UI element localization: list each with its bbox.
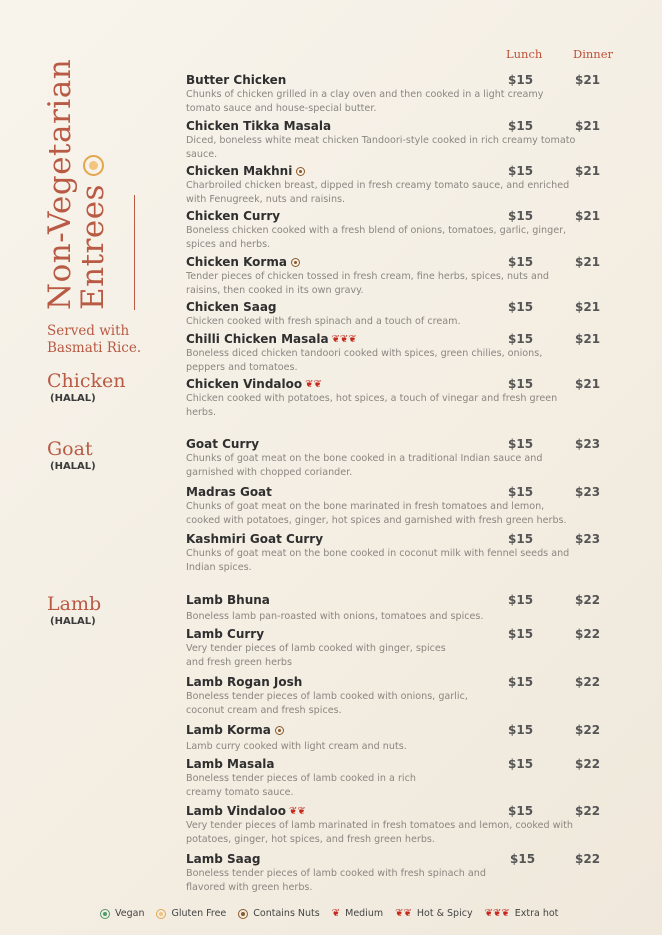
halal-tag: (HALAL): [50, 461, 96, 472]
lunch-price: $15: [508, 593, 534, 607]
legend-medium: [332, 908, 383, 919]
menu-item: [186, 332, 626, 375]
dinner-price: $22: [575, 675, 601, 689]
lunch-price: $15: [508, 532, 534, 546]
lunch-price: $15: [508, 300, 534, 314]
menu-item: [186, 627, 626, 670]
chili-icon: ❦: [331, 908, 341, 919]
dinner-price: $22: [575, 627, 601, 641]
dinner-price: $21: [575, 377, 601, 391]
dinner-price: $21: [575, 332, 601, 346]
chili-icon: ❦❦❦: [484, 908, 510, 919]
dinner-price: $21: [575, 300, 601, 314]
item-name: Lamb Masala: [186, 757, 275, 771]
category-name: Lamb: [47, 593, 102, 615]
item-description: Chicken cooked with potatoes, hot spices, a touch of vinegar and fresh green herbs.: [186, 393, 558, 418]
lunch-price: $15: [508, 485, 534, 499]
title-divider: [134, 195, 135, 310]
menu-item: [186, 255, 626, 298]
lunch-price: $15: [508, 675, 534, 689]
nut-icon: [238, 909, 248, 919]
legend-label: Extra hot: [514, 908, 559, 919]
dinner-price: $22: [575, 723, 601, 737]
chili-icon: ❦❦: [305, 379, 322, 390]
menu-item: [186, 593, 626, 624]
lunch-price: $15: [508, 119, 534, 133]
dinner-price: $23: [575, 437, 601, 451]
lunch-price: $15: [508, 209, 534, 223]
menu-item: [186, 300, 626, 329]
item-name: Butter Chicken: [186, 73, 287, 87]
item-name: Chicken Korma: [186, 255, 287, 269]
legend-label: Gluten Free: [171, 908, 227, 919]
vegan-icon: [100, 909, 110, 919]
item-description: Chunks of goat meat on the bone marinated in fresh tomatoes and lemon, cooked with potatoes, ginger, hot spices and garnished with fresh green herbs.: [186, 501, 567, 526]
item-name: Chicken Saag: [186, 300, 277, 314]
item-name: Kashmiri Goat Curry: [186, 532, 324, 546]
lunch-price: $15: [508, 73, 534, 87]
item-name: Lamb Korma: [186, 723, 271, 737]
legend-extra-hot: [485, 908, 559, 919]
menu-item: [186, 532, 626, 575]
nut-icon: [291, 258, 300, 267]
item-description: Boneless chicken cooked with a fresh blend of onions, tomatoes, garlic, ginger, spices and herbs.: [186, 225, 567, 250]
category-name: Chicken: [47, 370, 126, 392]
menu-item: [186, 164, 626, 207]
item-name: Chilli Chicken Masala: [186, 332, 329, 346]
dinner-price: $23: [575, 532, 601, 546]
lunch-price: $15: [508, 255, 534, 269]
menu-item: [186, 675, 626, 718]
item-name: Chicken Tikka Masala: [186, 119, 332, 133]
dinner-column-header: Dinner: [573, 47, 614, 61]
dinner-price: $22: [575, 757, 601, 771]
item-description: Boneless tender pieces of lamb cooked with onions, garlic, coconut cream and fresh spices.: [186, 691, 468, 716]
legend-gluten-free: [156, 908, 226, 919]
legend-label: Medium: [345, 908, 384, 919]
item-name: Lamb Saag: [186, 852, 261, 866]
menu-item: [186, 73, 626, 116]
item-description: Diced, boneless white meat chicken Tandoori-style cooked in rich creamy tomato sauce.: [186, 135, 576, 160]
gluten-free-icon: [83, 155, 104, 176]
menu-item: [186, 723, 626, 754]
dinner-price: $21: [575, 73, 601, 87]
dinner-price: $22: [575, 852, 601, 866]
item-description: Very tender pieces of lamb marinated in fresh tomatoes and lemon, cooked with potatoes, ginger, hot spices, and fresh green herbs.: [186, 820, 573, 845]
legend-hot-spicy: [395, 908, 472, 919]
dinner-price: $21: [575, 209, 601, 223]
item-description: Boneless lamb pan-roasted with onions, tomatoes and spices.: [186, 611, 484, 622]
lunch-price: $15: [510, 852, 536, 866]
item-name: Lamb Rogan Josh: [186, 675, 303, 689]
legend-label: Vegan: [115, 908, 145, 919]
dinner-price: $21: [575, 164, 601, 178]
dinner-price: $21: [575, 119, 601, 133]
section-title-line1: Non-Vegetarian: [42, 58, 78, 310]
legend-label: Contains Nuts: [253, 908, 320, 919]
menu-item: [186, 119, 626, 162]
dinner-price: $21: [575, 255, 601, 269]
menu-item: [186, 437, 626, 480]
item-name: Goat Curry: [186, 437, 260, 451]
lunch-price: $15: [508, 627, 534, 641]
halal-tag: (HALAL): [50, 393, 96, 404]
lunch-price: $15: [508, 804, 534, 818]
item-name: Chicken Vindaloo: [186, 377, 303, 391]
item-name: Lamb Curry: [186, 627, 265, 641]
chili-icon: ❦❦: [395, 908, 412, 919]
menu-item: [186, 377, 626, 420]
nut-icon: [296, 167, 305, 176]
menu-item: [186, 757, 626, 800]
item-description: Boneless diced chicken tandoori cooked with spices, green chilies, onions, peppers and tomatoes.: [186, 348, 543, 373]
chili-icon: ❦❦: [289, 806, 306, 817]
menu-item: [186, 804, 626, 847]
item-description: Chicken cooked with fresh spinach and a touch of cream.: [186, 316, 461, 327]
menu-item: [186, 485, 626, 528]
menu-item: [186, 852, 626, 895]
item-description: Tender pieces of chicken tossed in fresh cream, fine herbs, spices, nuts and raisins, then cooked in its own gravy.: [186, 271, 549, 296]
lunch-price: $15: [508, 757, 534, 771]
item-description: Very tender pieces of lamb cooked with ginger, spices and fresh green herbs: [186, 643, 446, 668]
legend-label: Hot & Spicy: [416, 908, 473, 919]
lunch-price: $15: [508, 723, 534, 737]
served-with-note: Served with Basmati Rice.: [47, 323, 142, 356]
legend-contains-nuts: [238, 908, 319, 919]
category-chicken: [47, 371, 126, 405]
dinner-price: $23: [575, 485, 601, 499]
item-name: Lamb Bhuna: [186, 593, 270, 607]
category-goat: [47, 439, 96, 473]
gluten-free-icon: [156, 909, 166, 919]
item-description: Chunks of goat meat on the bone cooked in coconut milk with fennel seeds and Indian spices.: [186, 548, 570, 573]
category-name: Goat: [47, 438, 93, 460]
legend: [100, 908, 570, 919]
item-description: Boneless tender pieces of lamb cooked with fresh spinach and flavored with green herbs.: [186, 868, 486, 893]
lunch-price: $15: [508, 437, 534, 451]
item-name: Madras Goat: [186, 485, 272, 499]
item-description: Chunks of goat meat on the bone cooked in a traditional Indian sauce and garnished with chopped coriander.: [186, 453, 543, 478]
dinner-price: $22: [575, 593, 601, 607]
item-description: Boneless tender pieces of lamb cooked in a rich creamy tomato sauce.: [186, 773, 416, 798]
item-description: Chunks of chicken grilled in a clay oven and then cooked in a light creamy tomato sauce and house-special butter.: [186, 89, 544, 114]
dinner-price: $22: [575, 804, 601, 818]
legend-vegan: [100, 908, 144, 919]
item-name: Chicken Curry: [186, 209, 281, 223]
lunch-price: $15: [508, 164, 534, 178]
halal-tag: (HALAL): [50, 616, 96, 627]
lunch-price: $15: [508, 332, 534, 346]
category-lamb: [47, 594, 101, 628]
item-description: Charbroiled chicken breast, dipped in fresh creamy tomato sauce, and enriched with Fenugreek, nuts and raisins.: [186, 180, 570, 205]
lunch-price: $15: [508, 377, 534, 391]
section-title: [42, 58, 111, 310]
chili-icon: ❦❦❦: [331, 334, 357, 345]
nut-icon: [275, 726, 284, 735]
lunch-column-header: Lunch: [506, 47, 543, 61]
item-name: Lamb Vindaloo: [186, 804, 287, 818]
item-name: Chicken Makhni: [186, 164, 293, 178]
section-title-line2: Entrees: [75, 184, 111, 310]
menu-item: [186, 209, 626, 252]
item-description: Lamb curry cooked with light cream and nuts.: [186, 741, 407, 752]
